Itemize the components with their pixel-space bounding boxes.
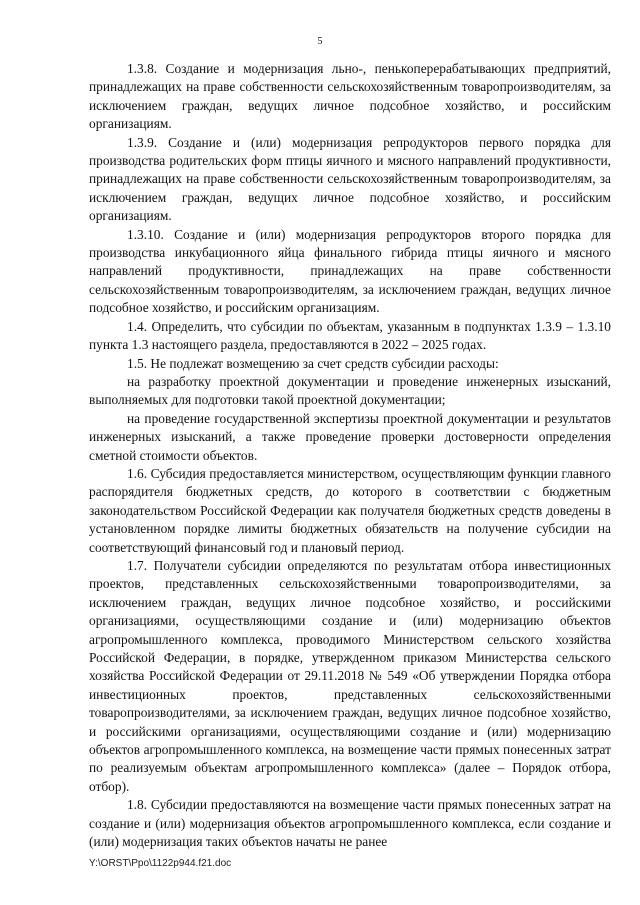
paragraph-1-4: 1.4. Определить, что субсидии по объектам, указанным в подпунктах 1.3.9 – 1.3.10 пункта 1.3 настоящего раздела, предоставляются в 2022 – 2025 годах. (89, 318, 611, 353)
paragraph-1-3-9: 1.3.9. Создание и (или) модернизация репродукторов первого порядка для производства родительских форм птицы яичного и мясного направлений продуктивности, принадлежащих на праве собственности сельскохозяйственным товаропроизводителям, за исключением граждан, ведущих личное подсобное хозяйство, и российским организациям. (89, 134, 611, 224)
document-body (89, 60, 611, 851)
paragraph-1-6: 1.6. Субсидия предоставляется министерством, осуществляющим функции главного распорядителя бюджетных средств, до которого в соответствии с бюджетным законодательством Российской Федерации как получателя бюджетных средств доведены в установленном порядке лимиты бюджетных обязательств на получение субсидии на соответствующий финансовый год и плановый период. (89, 465, 611, 555)
paragraph-1-3-10: 1.3.10. Создание и (или) модернизация репродукторов второго порядка для производства инкубационного яйца финального гибрида птицы яичного и мясного направлений продуктивности, принадлежащих на праве собственности сельскохозяйственным товаропроизводителям, за исключением граждан, ведущих личное подсобное хозяйство, и российским организациям. (89, 226, 611, 316)
paragraph-1-7: 1.7. Получатели субсидии определяются по результатам отбора инвестиционных проектов, представленных сельскохозяйственными товаропроизводителями, за исключением граждан, ведущих личное подсобное хозяйство, и российскими организациями, осуществляющими создание и (или) модернизацию объектов агропромышленного комплекса, проводимого Министерством сельского хозяйства Российской Федерации, в порядке, утвержденном приказом Министерства сельского хозяйства Российской Федерации от 29.11.2018 № 549 «Об утверждении Порядка отбора инвестиционных проектов, представленных сельскохозяйственными товаропроизводителями, за исключением граждан, ведущих личное подсобное хозяйство, и российскими организациями, осуществляющими создание и (или) модернизацию объектов агропромышленного комплекса, на возмещение части прямых понесенных затрат по реализуемым объектам агропромышленного комплекса» (далее – Порядок отбора, отбор). (89, 557, 611, 794)
paragraph-1-3-8: 1.3.8. Создание и модернизация льно-, пенькоперерабатывающих предприятий, принадлежащих на праве собственности сельскохозяйственным товаропроизводителям, за исключением граждан, ведущих личное подсобное хозяйство, и российским организациям. (89, 61, 611, 132)
footer-file-path: Y:\ORST\Ppo\1122p944.f21.doc (89, 858, 232, 869)
paragraph-1-5: 1.5. Не подлежат возмещению за счет средств субсидии расходы: (127, 355, 499, 371)
paragraph-1-5-item-1: на разработку проектной документации и проведение инженерных изысканий, выполняемых для подготовки такой проектной документации; (89, 373, 611, 408)
paragraph-1-5-item-2: на проведение государственной экспертизы проектной документации и результатов инженерных изысканий, а также проведение проверки достоверности определения сметной стоимости объектов. (89, 410, 611, 463)
page-number: 5 (317, 36, 323, 47)
paragraph-1-8: 1.8. Субсидии предоставляются на возмещение части прямых понесенных затрат на создание и (или) модернизация объектов агропромышленного комплекса, если создание и (или) модернизация таких объектов начаты не ранее (89, 797, 611, 850)
